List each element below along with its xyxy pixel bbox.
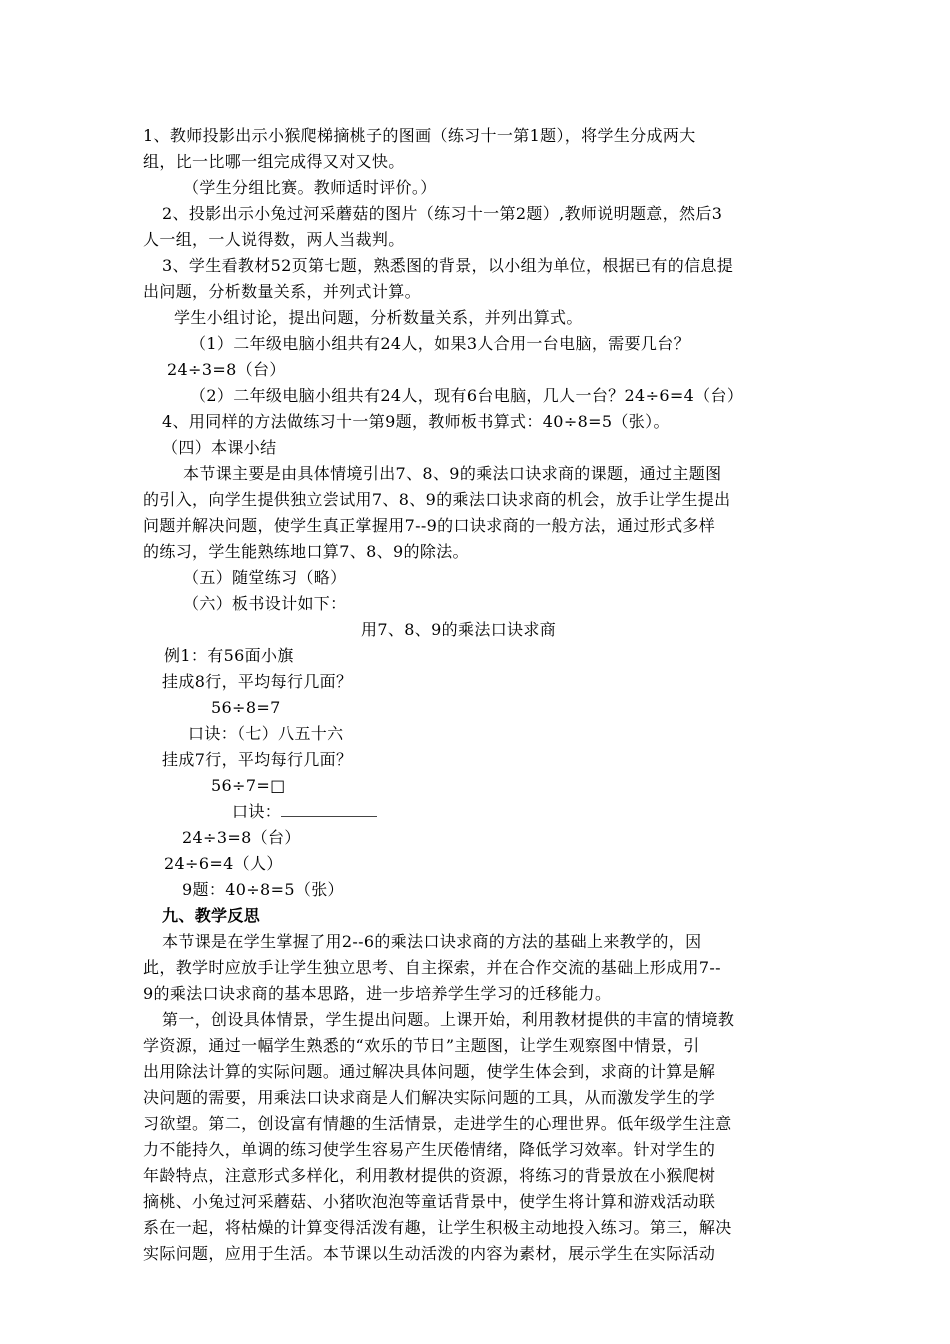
practice-item-1: 1、教师投影出示小猴爬梯摘桃子的图画（练习十一第1题），将学生分成两大: [143, 126, 696, 145]
board-rhyme-b-label: 口诀：: [232, 802, 282, 821]
reflection-paragraph-line: 9的乘法口诀求商的基本思路，进一步培养学生学习的迁移能力。: [143, 984, 612, 1003]
section-exercise-heading: （五）随堂练习（略）: [183, 568, 347, 587]
group-discussion: 学生小组讨论，提出问题，分析数量关系，并列出算式。: [174, 308, 583, 327]
board-equation-c: 24÷3=8（台）: [182, 828, 301, 847]
reflection-paragraph: 本节课是在学生掌握了用2--6的乘法口诀求商的方法的基础上来教学的，因: [162, 932, 702, 951]
reflection-paragraph-2-line: 力不能持久，单调的练习使学生容易产生厌倦情绪，降低学习效率。针对学生的: [143, 1140, 716, 1159]
board-equation-d: 24÷6=4（人）: [164, 854, 283, 873]
practice-item-3: 3、学生看教材52页第七题，熟悉图的背景，以小组为单位，根据已有的信息提: [162, 256, 734, 275]
board-rhyme-a: 口诀：（七）八五十六: [188, 724, 344, 743]
board-title: 用7、8、9的乘法口诀求商: [361, 620, 557, 639]
board-rhyme-b: [232, 800, 812, 824]
answer-blank-line: [281, 802, 377, 817]
summary-paragraph-line: 的引入，向学生提供独立尝试用7、8、9的乘法口诀求商的机会，放手让学生提出: [143, 490, 731, 509]
board-equation-e: 9题：40÷8=5（张）: [182, 880, 344, 899]
practice-item-4: 4、用同样的方法做练习十一第9题，教师板书算式：40÷8=5（张）。: [162, 412, 670, 431]
section-board-heading: （六）板书设计如下：: [183, 594, 347, 613]
practice-item-2-cont: 人一组，一人说得数，两人当裁判。: [143, 230, 405, 249]
reflection-paragraph-2-line: 习欲望。第二，创设富有情趣的生活情景，走进学生的心理世界。低年级学生注意: [143, 1114, 732, 1133]
practice-item-3-cont: 出问题，分析数量关系，并列式计算。: [143, 282, 421, 301]
reflection-paragraph-2-line: 决问题的需要，用乘法口诀求商是人们解决实际问题的工具，从而激发学生的学: [143, 1088, 716, 1107]
board-equation-b: 56÷7=□: [211, 776, 286, 795]
reflection-paragraph-2-line: 年龄特点，注意形式多样化，利用教材提供的资源，将练习的背景放在小猴爬树: [143, 1166, 716, 1185]
summary-paragraph-line: 的练习，学生能熟练地口算7、8、9的除法。: [143, 542, 469, 561]
board-question-b: 挂成7行，平均每行几面？: [162, 750, 353, 769]
reflection-paragraph-2-line: 摘桃、小兔过河采蘑菇、小猪吹泡泡等童话背景中，使学生将计算和游戏活动联: [143, 1192, 716, 1211]
board-example-1: 例1：有56面小旗: [164, 646, 294, 665]
reflection-paragraph-line: 此，教学时应放手让学生独立思考、自主探索，并在合作交流的基础上形成用7--: [143, 958, 721, 977]
summary-paragraph-line: 问题并解决问题，使学生真正掌握用7--9的口诀求商的一般方法，通过形式多样: [143, 516, 716, 535]
board-question-a: 挂成8行，平均每行几面？: [162, 672, 353, 691]
reflection-paragraph-2: 第一，创设具体情景，学生提出问题。上课开始，利用教材提供的丰富的情境教: [162, 1010, 735, 1029]
section-reflection-heading: 九、教学反思: [162, 906, 261, 925]
equation-1: 24÷3=8（台）: [167, 360, 286, 379]
practice-item-1-cont: 组，比一比哪一组完成得又对又快。: [143, 152, 405, 171]
section-summary-heading: （四）本课小结: [162, 438, 277, 457]
question-2: （2）二年级电脑小组共有24人，现有6台电脑，几人一台？24÷6=4（台）: [190, 386, 744, 405]
reflection-paragraph-2-line: 学资源，通过一幅学生熟悉的“欢乐的节日”主题图，让学生观察图中情景，引: [143, 1036, 700, 1055]
practice-item-2: 2、投影出示小兔过河采蘑菇的图片（练习十一第2题）,教师说明题意，然后3: [162, 204, 723, 223]
reflection-paragraph-2-line: 系在一起，将枯燥的计算变得活泼有趣，让学生积极主动地投入练习。第三，解决: [143, 1218, 732, 1237]
question-1: （1）二年级电脑小组共有24人，如果3人合用一台电脑，需要几台？: [190, 334, 690, 353]
practice-note: （学生分组比赛。教师适时评价。）: [183, 178, 437, 197]
summary-paragraph: 本节课主要是由具体情境引出7、8、9的乘法口诀求商的课题，通过主题图: [183, 464, 722, 483]
reflection-paragraph-2-line: 实际问题，应用于生活。本节课以生动活泼的内容为素材，展示学生在实际活动: [143, 1244, 716, 1263]
reflection-paragraph-2-line: 出用除法计算的实际问题。通过解决具体问题，使学生体会到，求商的计算是解: [143, 1062, 716, 1081]
board-equation-a: 56÷8=7: [211, 698, 281, 717]
